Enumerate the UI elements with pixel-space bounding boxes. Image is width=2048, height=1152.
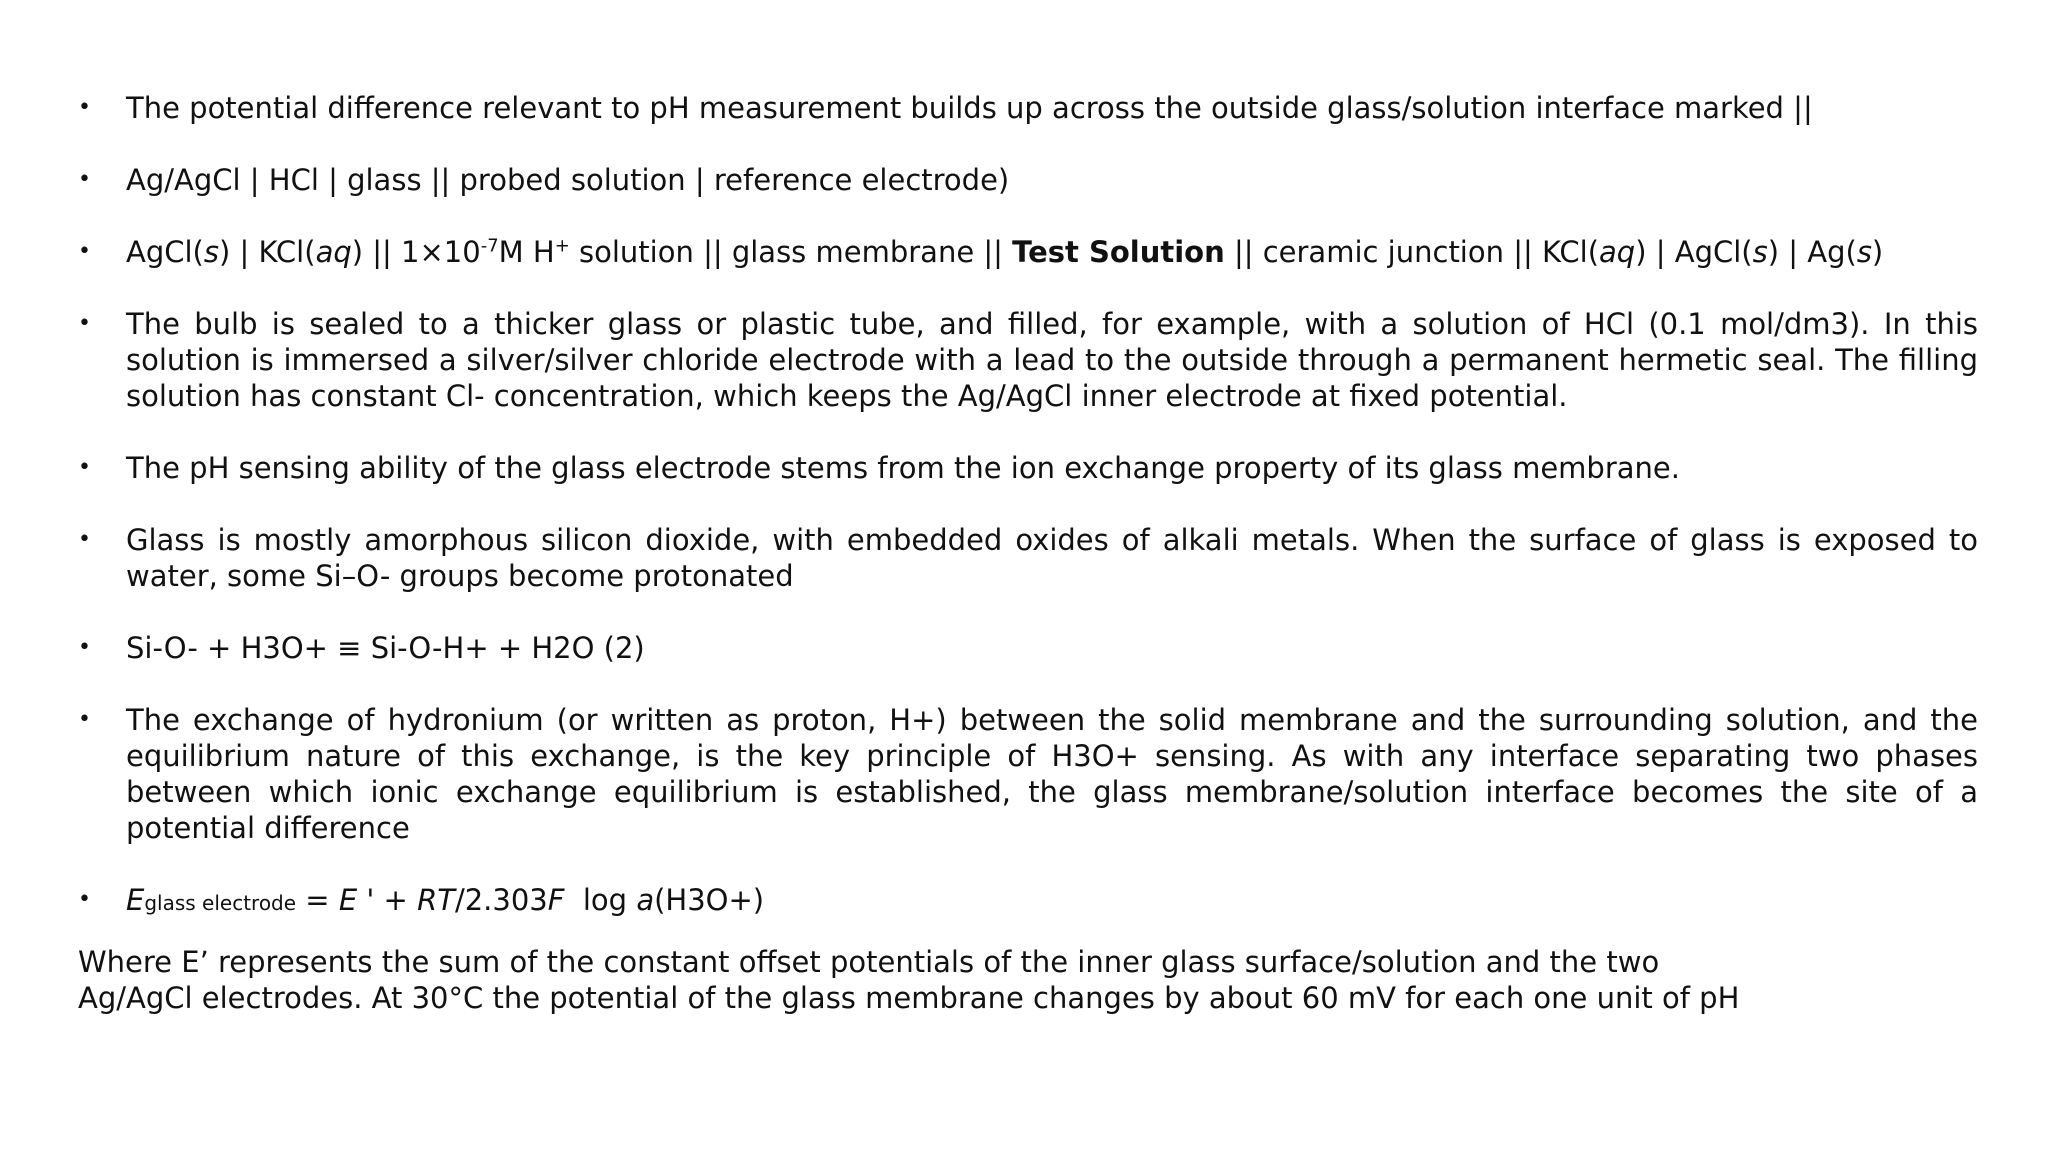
bullet-item [78, 162, 1978, 198]
exponent: -7 [480, 235, 499, 257]
state-aqueous: aq [315, 235, 352, 269]
bullet-dot: • [78, 239, 91, 264]
bullet-text: The bulb is sealed to a thicker glass or plastic tube, and filled, for example, with a solution of HCl (0.1 mol/dm3). In this solution is immersed a silver/silver chloride electrode with a lead to the outside through a permanent hermetic seal. The filling solution has constant Cl- concentration, which keeps the Ag/AgCl inner electrode at fixed potential. [126, 307, 1978, 413]
bullet-item [78, 702, 1978, 846]
state-solid: s [1856, 235, 1872, 269]
bullet-list [78, 90, 1978, 957]
bullet-text: The pH sensing ability of the glass electrode stems from the ion exchange property of its glass membrane. [126, 451, 1680, 485]
bullet-item [78, 882, 1978, 921]
bullet-dot: • [78, 887, 91, 912]
eq-symbol: F [547, 883, 565, 917]
cell-text: ) || 1×10 [351, 235, 481, 269]
eq-text: = [296, 883, 339, 917]
state-solid: s [203, 235, 219, 269]
bullet-dot: • [78, 167, 91, 192]
state-solid: s [1752, 235, 1768, 269]
test-solution-label: Test Solution [1012, 235, 1225, 269]
bullet-dot: • [78, 635, 91, 660]
cell-text: M H [498, 235, 555, 269]
bullet-dot: • [78, 311, 91, 336]
bullet-text: Glass is mostly amorphous silicon dioxide, with embedded oxides of alkali metals. When the surface of glass is exposed to water, some Si–O- groups become protonated [126, 523, 1978, 593]
explanation-paragraph [78, 944, 1978, 1016]
eq-symbol: E [126, 883, 145, 917]
cell-text: ) | Ag( [1767, 235, 1857, 269]
cell-text: ) | AgCl( [1635, 235, 1753, 269]
cell-text: solution || glass membrane || [569, 235, 1013, 269]
state-aqueous: aq [1599, 235, 1636, 269]
bullet-text: Ag/AgCl | HCl | glass || probed solution | reference electrode) [126, 163, 1010, 197]
cell-notation [126, 235, 1883, 269]
bullet-item [78, 450, 1978, 486]
bullet-dot: • [78, 707, 91, 732]
eq-text: + [374, 883, 418, 917]
bullet-item [78, 522, 1978, 594]
bullet-text: The potential difference relevant to pH measurement builds up across the outside glass/solution interface marked || [126, 91, 1813, 125]
bullet-dot: • [78, 455, 91, 480]
bullet-item [78, 306, 1978, 414]
eq-text: /2.303 [454, 883, 548, 917]
nernst-equation [126, 883, 764, 917]
bullet-dot: • [78, 527, 91, 552]
cell-text: || ceramic junction || KCl( [1224, 235, 1600, 269]
eq-symbol: E ' [338, 883, 375, 917]
charge: + [554, 235, 570, 257]
cell-text: ) [1871, 235, 1884, 269]
bullet-item [78, 630, 1978, 666]
cell-text: AgCl( [126, 235, 204, 269]
eq-text: (H3O+) [654, 883, 765, 917]
eq-subscript: glass electrode [144, 891, 297, 915]
reaction-equation: Si-O- + H3O+ ≡ Si-O-H+ + H2O (2) [126, 631, 645, 665]
eq-symbol: RT [417, 883, 455, 917]
cell-text: ) | KCl( [218, 235, 316, 269]
bullet-item [78, 90, 1978, 126]
explanation-line: Ag/AgCl electrodes. At 30°C the potential of the glass membrane changes by about 60 mV for each one unit of pH [78, 981, 1740, 1015]
eq-symbol: a [636, 883, 655, 917]
explanation-line: Where E’ represents the sum of the constant offset potentials of the inner glass surface/solution and the two [78, 945, 1660, 979]
bullet-item [78, 234, 1978, 270]
eq-text: log [564, 883, 637, 917]
bullet-text: The exchange of hydronium (or written as proton, H+) between the solid membrane and the surrounding solution, and the equilibrium nature of this exchange, is the key principle of H3O+ sensing. As with any interface separating two phases between which ionic exchange equilibrium is established, the glass membrane/solution interface becomes the site of a potential difference [126, 703, 1978, 845]
bullet-dot: • [78, 95, 91, 120]
